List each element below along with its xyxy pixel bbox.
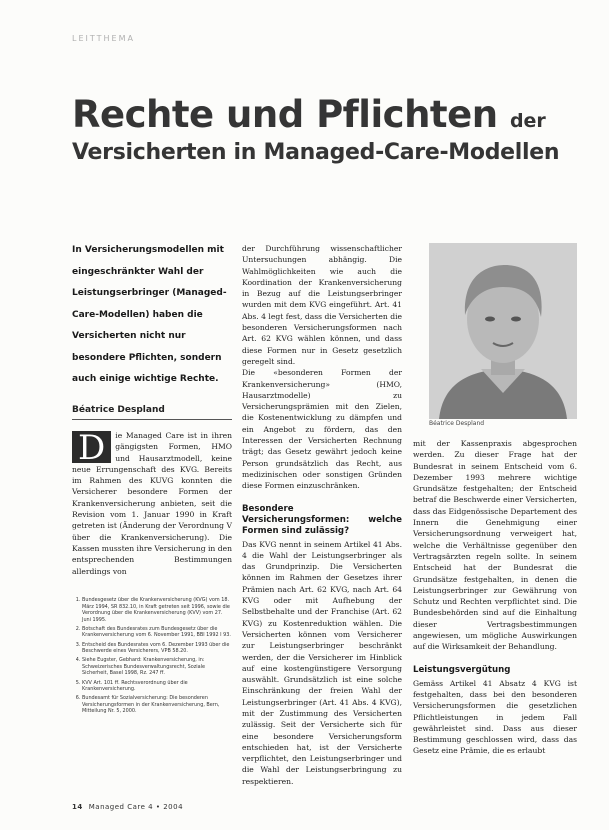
- magazine-name: Managed Care: [88, 803, 146, 811]
- section-heading: Leistungsvergütung: [413, 664, 511, 675]
- article-column-2: [242, 243, 402, 787]
- body-paragraph: Das KVG nennt in seinem Artikel 41 Abs. 4 die Wahl der Leistungserbringer als das Grundprinzip. Die Versicherten können im Rahmen der Gesetzes ihrer Prämien nach Art. 62 KVG, nach Art. 64 KVG oder mit Aufhebung der Selbstbehalte und der Franchise (Art. 62 KVG) zu Kostenreduktion wählen. Die Versicherten können vom Versicherer zur Leistungserbringer beschränkt werden, der die Versicherer im Hinblick auf eine kostengünstigere Versorgung auswählt. Grundsätzlich ist eine solche Einschränkung der freien Wahl der Leistungserbringer (Art. 41 Abs. 4 KVG), mit der Zustimmung des Versicherten zulässig. Seit der Versicherte sich für eine besondere Versicherungsform entschieden hat, ist der Versicherte verpflichtet, den Leistungserbringer und die Wahl der Leistungserbringung zu respektieren.: [242, 539, 402, 786]
- drop-cap: D: [72, 431, 111, 463]
- body-paragraph: der Durchführung wissenschaftlicher Untersuchungen abhängig. Die Wahlmöglichkeiten wie auch die Koordination der Krankenversicherung in Bezug auf die Leistungserbringer wurden mit dem KVG eingeführt. Art. 41 Abs. 4 legt fest, dass die Versicherten die besonderen Versicherungsformen nach Art. 62 KVG wählen können, und dass diese Formen nur in Gesetz gesetzlich geregelt sind.: [242, 244, 402, 366]
- lead-paragraph: In Versicherungsmodellen mit eingeschränkter Wahl der Leistungserbringer (Managed-Care-Modellen) haben die Versicherten nicht nur besondere Pflichten, sondern auch einige wichtige Rechte.: [72, 245, 227, 384]
- intro-paragraph: [72, 430, 232, 577]
- section-heading: Besondere Versicherungsformen: welche Formen sind zulässig?: [242, 503, 402, 536]
- footnote-item: 6. Bundesamt für Sozialversicherung: Die besonderen Versicherungsformen in der Krankenversicherung, Bern, Mitteilung Nr. 5, 2000.: [82, 695, 232, 715]
- intro-text: ie Managed Care ist in ihren gängigsten Formen, HMO und Hausarztmodell, keine neue Errungenschaft des KVG. Bereits im Rahmen des KUVG konnten die Versicherer besondere Formen der Krankenversicherung anbieten, seit die Revision vom 1. Januar 1990 in Kraft getreten ist (Änderung der Verordnung V über die Krankenversicherung). Die Kassen mussten ihre Versicherung in den entsprechenden Bestimmungen allerdings von: [72, 431, 232, 576]
- author-divider: [72, 419, 232, 420]
- portrait-image: [429, 243, 577, 419]
- issue-label: 4 • 2004: [148, 803, 184, 811]
- footnote-list: [72, 597, 232, 715]
- title-connector: der: [509, 110, 546, 132]
- page-footer: [72, 803, 183, 811]
- body-paragraph: Gemäss Artikel 41 Absatz 4 KVG ist festgehalten, dass bei den besonderen Versicherungsformen die gesetzlichen Pflichtleistungen in jedem Fall gewährleistet sind. Dass aus dieser Bestimmung geschlossen wird, dass das Gesetz eine Prämie, die es erlaubt: [413, 678, 577, 756]
- footnote-item: 1. Bundesgesetz über die Krankenversicherung (KVG) vom 18. März 1994, SR 832.10, in Kraft getreten seit 1996, sowie die Verordnung über die Krankenversicherung (KVV) vom 27. Juni 1995.: [82, 597, 232, 623]
- footnotes: [72, 597, 232, 718]
- body-paragraph: Die «besonderen Formen der Krankenversicherung» (HMO, Hausarztmodelle) zu Versicherungsprämien mit den Zielen, die Kostenentwicklung zu dämpfen und ein Angebot zu fördern, das den Interessen der Versicherten Rechnung trägt; das Gesetz gewährt jedoch keine Person grundsätzlich das Recht, aus medizinischen oder sonstigen Gründen diese Formen einzuschränken.: [242, 368, 402, 491]
- footnote-item: 5. KVV Art. 101 ff. Rechtsverordnung über die Krankenversicherung.: [82, 680, 232, 693]
- footnote-item: 3. Entscheid des Bundesrates vom 6. Dezember 1993 über die Beschwerde eines Versicherers, VPB 58.20.: [82, 642, 232, 655]
- article-column-3: [413, 438, 577, 757]
- article-column-1: [72, 430, 232, 577]
- page-title: [72, 93, 546, 136]
- footnote-item: 4. Siehe Eugster, Gebhard: Krankenversicherung, in: Schweizerisches Bundesverwaltungsrecht, Soziale Sicherheit, Basel 1998, Rz. 247 ff.: [82, 657, 232, 677]
- footnote-item: 2. Botschaft des Bundesrates zum Bundesgesetz über die Krankenversicherung vom 6. November 1991, BBl 1992 I 93.: [82, 626, 232, 639]
- rubric-label: LEITTHEMA: [72, 34, 135, 43]
- page-subtitle: Versicherten in Managed-Care-Modellen: [72, 140, 560, 165]
- page-number: 14: [72, 803, 83, 811]
- author-name: Béatrice Despland: [72, 405, 165, 415]
- title-main: Rechte und Pflichten: [72, 93, 498, 136]
- photo-caption: Béatrice Despland: [429, 420, 485, 427]
- body-paragraph: mit der Kassenpraxis abgesprochen werden. Zu dieser Frage hat der Bundesrat in seinem Entscheid vom 6. Dezember 1993 mehrere wichtige Grundsätze festgehalten; der Entscheid betraf die Beschwerde einer Versicherten, dass das Eidgenössische Departement des Innern die Genehmigung einer Versicherungsordnung verweigert hat, welche die Verhältnisse gegenüber den Vertragsärzten regeln sollte. In seinem Entscheid hat der Bundesrat die Grundsätze festgehalten, in denen die Leistungserbringer zur Gewährung von Schutz und Rechten verpflichtet sind. Die Bundesbehörden sind auf die Einhaltung dieser Vertragsbestimmungen angewiesen, um mögliche Auswirkungen auf die Wirksamkeit der Behandlung.: [413, 439, 577, 652]
- author-photo: [429, 243, 577, 419]
